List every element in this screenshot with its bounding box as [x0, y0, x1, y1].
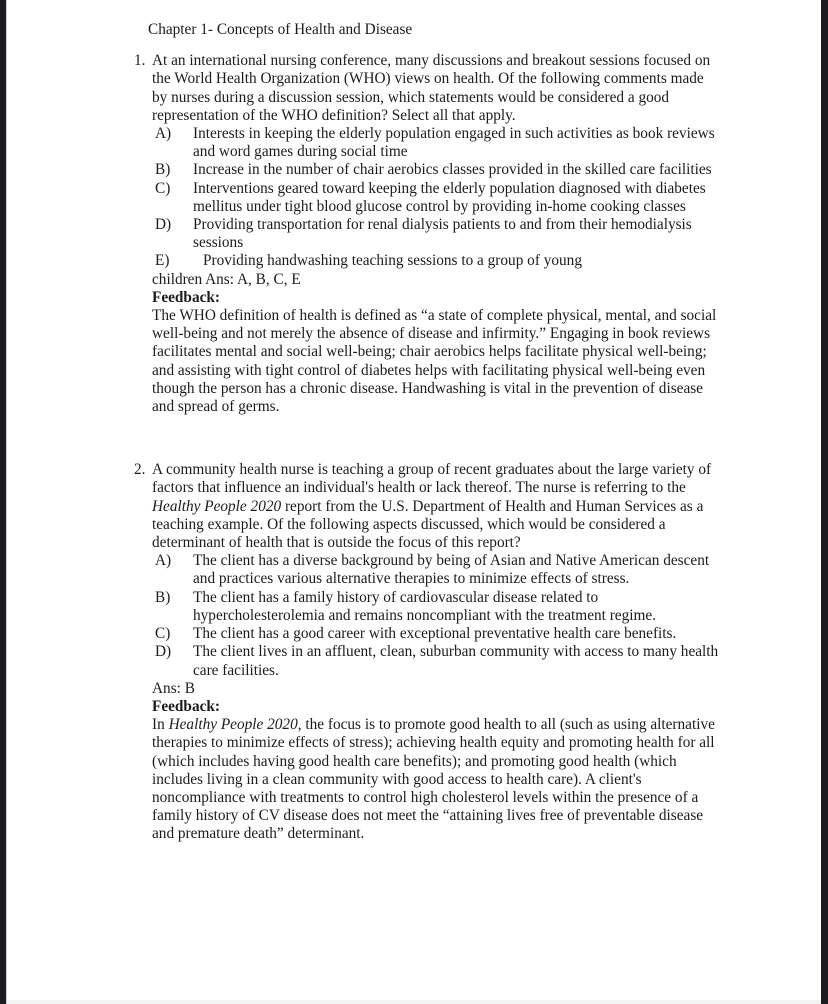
option-b [152, 161, 720, 179]
option-text: Interventions geared toward keeping the elderly population diagnosed with diabetes mellitus under tight blood glucose control by providing in-home cooking classes [193, 179, 706, 215]
option-a [152, 125, 720, 161]
question-stem: At an international nursing conference, many discussions and breakout sessions focused on the World Health Organization (WHO) views on health. Of the following comments made by nurses during a discussion session, which statements would be considered a good representation of the WHO definition? Select all that apply. [152, 52, 711, 124]
feedback-label: Feedback: [152, 697, 220, 715]
feedback-part: In [152, 716, 169, 734]
option-letter: C) [155, 179, 171, 197]
page-bottom-boundary [7, 1000, 821, 1004]
option-letter: D) [155, 216, 172, 234]
window-edge-right [821, 0, 828, 1004]
options-list [152, 125, 720, 271]
option-text: Providing handwashing teaching sessions to a group of young [203, 252, 582, 270]
stem-text: A community health nurse is teaching a group of recent graduates about the large variety of factors that influence an individual's health or lack thereof. The nurse is referring to the [152, 461, 712, 497]
report-title-italic: Healthy People 2020 [168, 716, 298, 734]
page-title: Chapter 1- Concepts of Health and Disease [148, 21, 413, 38]
option-letter: B) [155, 588, 171, 606]
option-d [152, 216, 720, 252]
option-letter: D) [155, 643, 172, 661]
option-text: The client has a diverse background by being of Asian and Native American descent and practices various alternative therapies to minimize effects of stress. [193, 552, 710, 588]
question-stem [152, 461, 720, 552]
option-letter: E) [155, 252, 170, 270]
option-a [152, 552, 720, 588]
window-edge-left [0, 0, 7, 1004]
option-e [152, 252, 720, 270]
feedback-text: The WHO definition of health is defined as “a state of complete physical, mental, and social well-being and not merely the absence of disease and infirmity.” Engaging in book reviews facilitates mental and social well-being; chair aerobics helps facilitate physical well-being; and assisting with tight control of diabetes helps with facilitating physical well-being even though the person has a chronic disease. Handwashing is vital in the prevention of disease and spread of germs. [152, 307, 717, 416]
option-letter: A) [155, 125, 172, 143]
question-number: 2. [134, 461, 146, 479]
option-letter: C) [155, 625, 171, 643]
feedback-label: Feedback: [152, 288, 220, 306]
option-text: The client lives in an affluent, clean, suburban community with access to many health care facilities. [193, 643, 719, 679]
option-letter: B) [155, 161, 171, 179]
question-body [152, 461, 720, 843]
option-letter: A) [155, 552, 172, 570]
option-text: The client has a good career with exceptional preventative health care benefits. [193, 625, 677, 643]
option-text: The client has a family history of cardiovascular disease related to hypercholesterolemia and remains noncompliant with the treatment regime. [193, 588, 656, 624]
document-page [134, 21, 720, 844]
report-title-italic: Healthy People 2020 [152, 497, 282, 515]
question-1 [134, 52, 720, 416]
answer-line: children Ans: A, B, C, E [152, 270, 301, 288]
question-2 [134, 461, 720, 843]
feedback-text [152, 716, 720, 843]
option-c [152, 180, 720, 216]
question-body [152, 52, 720, 416]
option-d [152, 643, 720, 679]
option-c [152, 625, 720, 643]
option-b [152, 589, 720, 625]
options-list [152, 552, 720, 679]
answer-line: Ans: B [152, 679, 195, 697]
option-text: Providing transportation for renal dialysis patients to and from their hemodialysis sessions [193, 216, 692, 252]
option-text: Increase in the number of chair aerobics classes provided in the skilled care facilities [193, 161, 712, 179]
stem-text: report from the U.S. Department of Health and Human Services as a teaching example. Of the following aspects discussed, which would be considered a determinant of health that is outside the focus of this report? [152, 497, 704, 552]
option-text: Interests in keeping the elderly population engaged in such activities as book reviews and word games during social time [193, 125, 715, 161]
question-number: 1. [134, 52, 146, 70]
feedback-part: , the focus is to promote good health to all (such as using alternative therapies to minimize effects of stress); achieving health equity and promoting health for all (which includes having good health care benefits); and promoting good health (which includes living in a clean community with good access to health care). A client's noncompliance with treatments to control high cholesterol levels within the presence of a family history of CV disease does not meet the “attaining lives free of preventable disease and premature death” determinant. [152, 716, 715, 843]
